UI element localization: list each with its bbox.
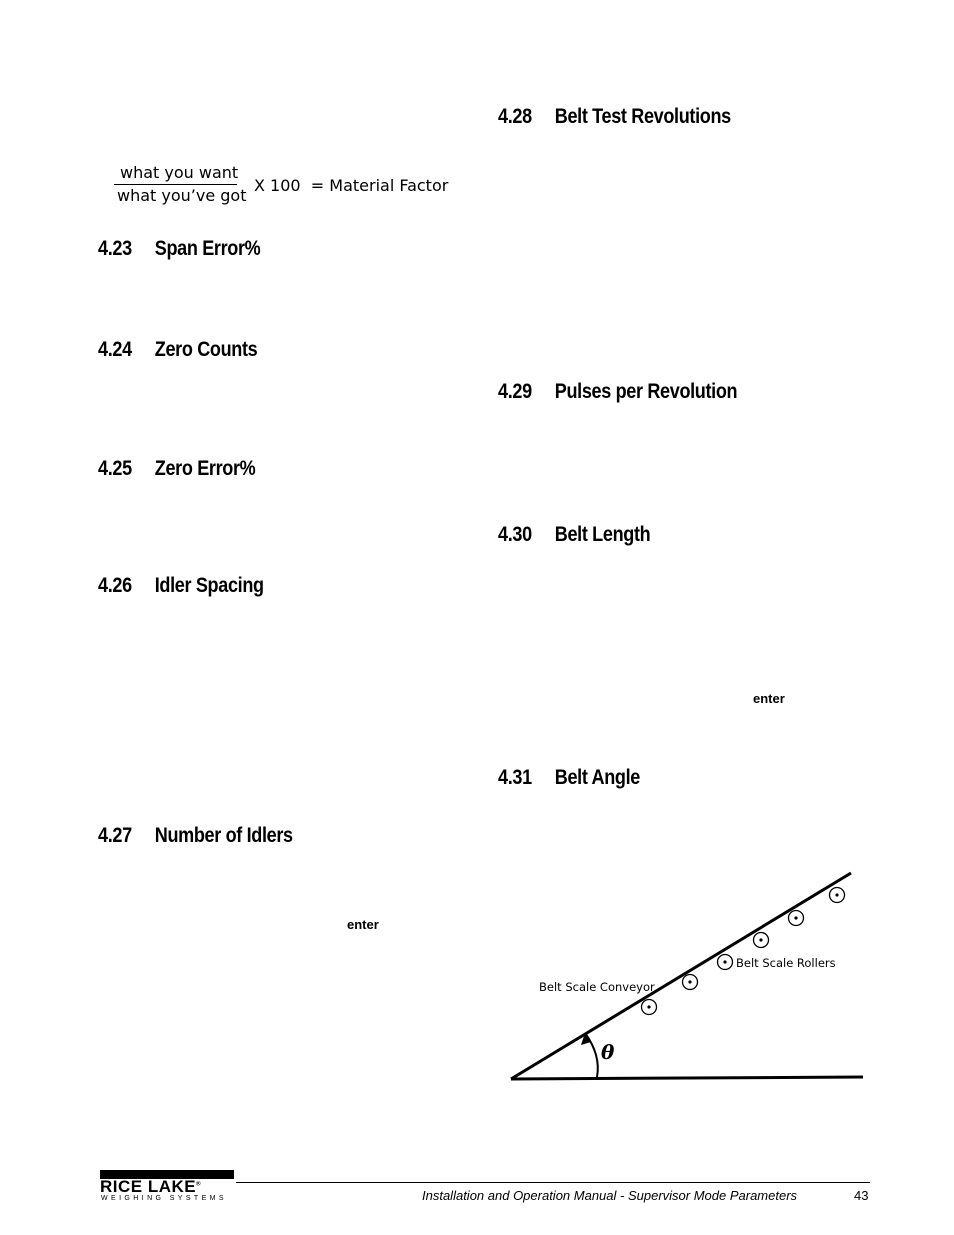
belt-angle-diagram [505,865,870,1090]
enter-key-reference: enter [347,917,379,932]
belt-scale-rollers [642,888,845,1015]
formula-denominator: what you’ve got [117,186,247,205]
roller-icon [718,955,733,970]
ground-line [511,1077,863,1079]
rollers-label: Belt Scale Rollers [736,956,836,970]
section-heading-4-29 [498,380,737,404]
formula-result [254,176,448,195]
registered-mark: ® [196,1181,202,1188]
rice-lake-logo [100,1177,201,1197]
conveyor-label: Belt Scale Conveyor [539,980,655,994]
section-number: 4.25 [98,457,132,480]
section-title: Number of Idlers [154,824,293,847]
section-number: 4.26 [98,574,132,597]
section-number: 4.24 [98,338,132,361]
section-title: Zero Error% [154,457,256,480]
section-number: 4.28 [498,105,532,128]
section-heading-4-31 [498,766,640,790]
section-number: 4.23 [98,237,132,260]
section-title: Belt Test Revolutions [554,105,731,128]
section-heading-4-24 [98,338,257,362]
section-title: Idler Spacing [154,574,264,597]
section-title: Belt Length [554,523,651,546]
section-number: 4.29 [498,380,532,403]
section-heading-4-27 [98,824,293,848]
section-title: Zero Counts [154,338,258,361]
section-number: 4.31 [498,766,532,789]
angle-theta-symbol: θ [601,1040,615,1064]
roller-icon [642,1000,657,1015]
footer-document-title: Installation and Operation Manual - Supervisor Mode Parameters [422,1188,798,1203]
logo-wordmark: RICE LAKE [100,1177,197,1196]
formula-fraction-bar [114,184,237,185]
section-heading-4-28 [498,105,731,129]
section-number: 4.27 [98,824,132,847]
logo-tagline: WEIGHING SYSTEMS [101,1195,227,1202]
section-title: Belt Angle [554,766,640,789]
roller-icon [789,911,804,926]
page-number: 43 [854,1188,869,1203]
footer-rule [236,1182,870,1183]
enter-key-reference: enter [753,691,785,706]
conveyor-line [511,873,851,1079]
roller-icon [754,933,769,948]
section-heading-4-26 [98,574,264,598]
section-number: 4.30 [498,523,532,546]
section-title: Pulses per Revolution [554,380,738,403]
roller-icon [683,975,698,990]
section-heading-4-25 [98,457,255,481]
formula-result-label: = Material Factor [310,176,449,195]
section-heading-4-23 [98,237,260,261]
section-heading-4-30 [498,523,650,547]
roller-icon [830,888,845,903]
section-title: Span Error% [154,237,261,260]
formula-numerator: what you want [120,163,239,182]
formula-multiplier: X 100 [254,176,301,195]
